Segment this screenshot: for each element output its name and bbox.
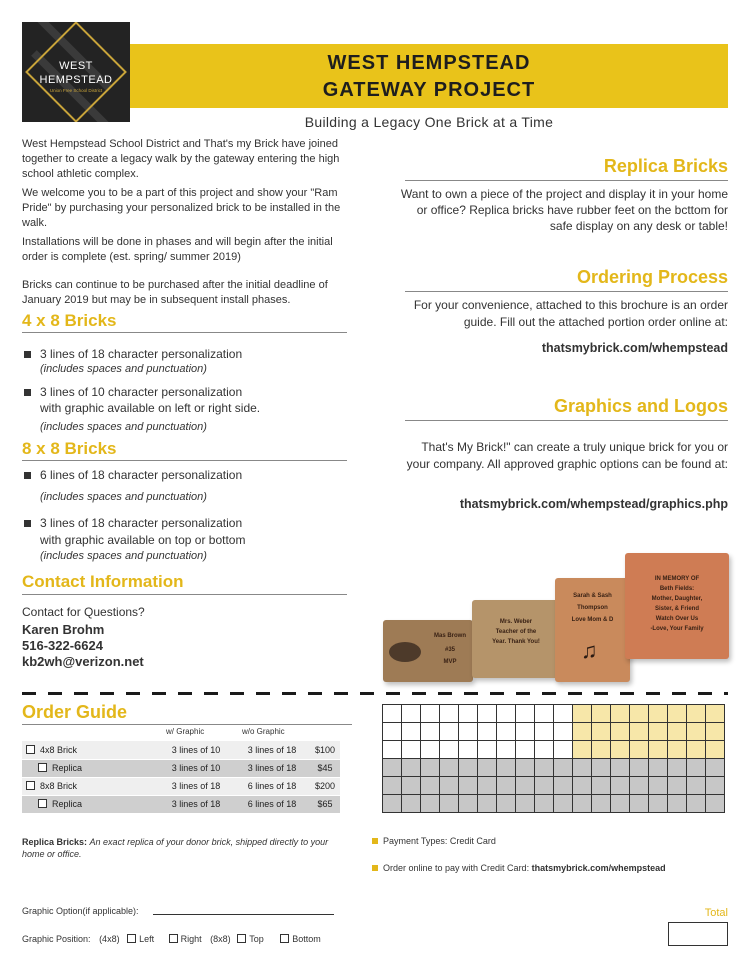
grid-cell[interactable]: [573, 759, 592, 777]
grid-cell[interactable]: [706, 777, 725, 795]
page-subtitle: Building a Legacy One Brick at a Time: [304, 114, 554, 130]
grid-cell[interactable]: [516, 741, 535, 759]
logo-line3: Union Free School District: [49, 88, 103, 93]
grid-cell[interactable]: [554, 759, 573, 777]
grid-cell[interactable]: [611, 777, 630, 795]
grid-cell[interactable]: [402, 795, 421, 813]
bullet-icon: [24, 389, 31, 396]
size-4x8-label: (4x8): [99, 934, 120, 944]
brick-image-2: [472, 600, 560, 678]
checkbox-top[interactable]: [237, 934, 246, 943]
divider: [405, 420, 728, 421]
grid-cell[interactable]: [478, 741, 497, 759]
item-label: Replica: [52, 763, 83, 773]
district-logo: [22, 22, 130, 122]
checkbox-4x8-brick[interactable]: [26, 745, 35, 754]
grid-cell[interactable]: [497, 777, 516, 795]
grid-cell[interactable]: [478, 705, 497, 723]
divider: [405, 291, 728, 292]
brick2-line2: Teacher of the: [495, 629, 537, 635]
grid-cell[interactable]: [630, 741, 649, 759]
grid-cell[interactable]: [649, 705, 668, 723]
brick-image-1: [383, 620, 473, 682]
replica-line3: safe display on any desk or table!: [549, 219, 728, 233]
grid-cell[interactable]: [497, 723, 516, 741]
replica-line1: Want to own a piece of the project and display it in your home: [400, 187, 728, 201]
logo-line1: WEST: [59, 60, 93, 72]
grid-cell[interactable]: [554, 705, 573, 723]
graphics-url-link[interactable]: thatsmybrick.com/whempstead/graphics.php: [459, 497, 728, 511]
grid-cell[interactable]: [459, 705, 478, 723]
grid-cell[interactable]: [687, 705, 706, 723]
bullet-8x8-1: 6 lines of 18 character personalization: [40, 468, 243, 482]
logo-line2: HEMPSTEAD: [39, 74, 113, 86]
with-graphic-cell: 3 lines of 10: [158, 759, 234, 777]
bullet-icon: [24, 351, 31, 358]
heading-contact-information: Contact Information: [22, 572, 184, 591]
graphic-position-row: [22, 934, 321, 944]
heading-order-guide: Order Guide: [22, 702, 128, 722]
grid-cell[interactable]: [421, 723, 440, 741]
grid-cell[interactable]: [668, 741, 687, 759]
replica-note-desc: An exact replica of your donor brick, shipped directly to your home or office.: [22, 837, 329, 859]
grid-cell[interactable]: [497, 795, 516, 813]
bullet-icon: [24, 472, 31, 479]
grid-cell[interactable]: [611, 705, 630, 723]
grid-cell[interactable]: [687, 741, 706, 759]
grid-cell[interactable]: [497, 759, 516, 777]
bullet-4x8-2-line1: 3 lines of 10 character personalization: [40, 385, 243, 399]
replica-line2: or office? Replica bricks have rubber feet on the bcttom for: [416, 203, 728, 217]
divider: [22, 594, 347, 595]
grid-cell[interactable]: [516, 705, 535, 723]
grid-cell[interactable]: [440, 705, 459, 723]
order-guide-table: [22, 741, 340, 814]
grid-cell[interactable]: [573, 777, 592, 795]
grid-cell[interactable]: [687, 723, 706, 741]
music-note-icon: ♫: [581, 638, 598, 663]
ordering-line1: For your convenience, attached to this brochure is an order: [413, 298, 728, 312]
grid-cell[interactable]: [706, 741, 725, 759]
grid-cell[interactable]: [573, 705, 592, 723]
grid-cell[interactable]: [459, 759, 478, 777]
banner-title-line2: GATEWAY PROJECT: [322, 79, 536, 101]
title-banner: [130, 44, 728, 108]
col-header-without-graphic: w/o Graphic: [242, 727, 285, 736]
grid-cell[interactable]: [402, 777, 421, 795]
brick4-line4: Sister, & Friend: [654, 606, 699, 612]
replica-note-label: Replica Bricks:: [22, 837, 88, 847]
checkbox-replica-4x8[interactable]: [38, 763, 47, 772]
bullet-8x8-2-line1: 3 lines of 18 character personalization: [40, 516, 243, 530]
order-online-text: Order online to pay with Credit Card:: [383, 863, 530, 873]
grid-cell[interactable]: [383, 723, 402, 741]
divider: [405, 180, 728, 181]
brick2-line1: Mrs. Weber: [499, 619, 533, 625]
note-4x8-2: (includes spaces and punctuation): [40, 421, 207, 433]
grid-cell[interactable]: [440, 723, 459, 741]
item-label: Replica: [52, 799, 83, 809]
brick1-line2: #35: [444, 647, 455, 653]
grid-cell[interactable]: [592, 777, 611, 795]
brick4-line1: IN MEMORY OF: [654, 576, 700, 582]
note-8x8-1: (includes spaces and punctuation): [40, 491, 207, 503]
grid-cell[interactable]: [459, 741, 478, 759]
heading-4x8-bricks: 4 x 8 Bricks: [22, 311, 117, 330]
grid-cell[interactable]: [421, 777, 440, 795]
grid-cell[interactable]: [383, 741, 402, 759]
bullet-4x8-2-line2: with graphic available on left or right side.: [40, 401, 261, 415]
grid-cell[interactable]: [649, 759, 668, 777]
order-online: [372, 863, 666, 873]
graphic-option-label: Graphic Option(if applicable):: [22, 906, 139, 916]
price-cell: $100: [310, 741, 340, 759]
heading-ordering-process: Ordering Process: [576, 267, 728, 287]
logo-diamond-shape: [25, 22, 127, 122]
grid-cell[interactable]: [592, 795, 611, 813]
price-cell: $200: [310, 777, 340, 795]
grid-cell[interactable]: [554, 777, 573, 795]
grid-cell[interactable]: [668, 759, 687, 777]
brick3-line1: Sarah & Sash: [573, 593, 612, 599]
grid-cell[interactable]: [440, 795, 459, 813]
grid-cell[interactable]: [592, 705, 611, 723]
brick2-line3: Year. Thank You!: [492, 639, 540, 645]
graphics-line2: your company. All approved graphic options can be found at:: [406, 457, 728, 471]
order-online-url-link[interactable]: thatsmybrick.com/whempstead: [531, 863, 666, 873]
grid-cell[interactable]: [573, 741, 592, 759]
divider: [22, 724, 352, 725]
grid-cell[interactable]: [402, 723, 421, 741]
grid-cell[interactable]: [402, 759, 421, 777]
note-8x8-2: (includes spaces and punctuation): [40, 550, 207, 562]
without-graphic-cell: 3 lines of 18: [234, 759, 310, 777]
grid-cell[interactable]: [554, 723, 573, 741]
square-bullet-icon: [372, 865, 378, 871]
top-label: Top: [249, 934, 264, 944]
bullet-icon: [24, 520, 31, 527]
grid-cell[interactable]: [592, 759, 611, 777]
divider: [22, 460, 347, 461]
brick-image-4: [625, 553, 729, 659]
col-header-with-graphic: w/ Graphic: [166, 727, 205, 736]
grid-cell[interactable]: [649, 795, 668, 813]
cut-line: [22, 692, 728, 695]
grid-cell[interactable]: [630, 777, 649, 795]
grid-cell[interactable]: [421, 795, 440, 813]
grid-cell[interactable]: [649, 777, 668, 795]
grid-cell[interactable]: [383, 795, 402, 813]
heading-8x8-bricks: 8 x 8 Bricks: [22, 439, 117, 458]
grid-cell[interactable]: [535, 723, 554, 741]
grid-cell[interactable]: [497, 705, 516, 723]
grid-cell[interactable]: [440, 759, 459, 777]
intro-paragraph-1: West Hempstead School District and That's my Brick have joined together to create a legacy walk by the gateway entering the high school athletic complex.: [22, 138, 340, 180]
ordering-line2: guide. Fill out the attached portion order online at:: [463, 315, 728, 329]
grid-cell[interactable]: [630, 759, 649, 777]
grid-cell[interactable]: [459, 795, 478, 813]
intro-paragraph-2: We welcome you to be a part of this project and show your "Ram Pride" by purchasing your personalized brick to be installed in the walk.: [22, 187, 341, 229]
intro-paragraph-4: Bricks can continue to be purchased after the initial deadline of January 2019 but may be in subsequent install phases.: [22, 279, 328, 306]
brick4-line6: -Love, Your Family: [650, 626, 704, 632]
grid-cell[interactable]: [402, 741, 421, 759]
grid-cell[interactable]: [611, 759, 630, 777]
graphics-line1: That's My Brick!" can create a truly unique brick for you or: [421, 440, 728, 454]
grid-cell[interactable]: [478, 723, 497, 741]
checkbox-bottom[interactable]: [280, 934, 289, 943]
item-label: 8x8 Brick: [40, 781, 78, 791]
table-row: [22, 741, 340, 759]
grid-cell[interactable]: [592, 741, 611, 759]
contact-email[interactable]: kb2wh@verizon.net: [22, 654, 144, 669]
table-row: [22, 759, 340, 777]
contact-phone: 516-322-6624: [22, 638, 103, 653]
price-cell: $65: [310, 795, 340, 813]
payment-text: Payment Types: Credit Card: [383, 836, 496, 846]
grid-cell[interactable]: [440, 777, 459, 795]
grid-cell[interactable]: [706, 723, 725, 741]
grid-cell[interactable]: [668, 723, 687, 741]
table-row: [22, 777, 340, 795]
replica-bricks-note: [22, 836, 342, 860]
grid-cell[interactable]: [535, 777, 554, 795]
divider: [22, 332, 347, 333]
grid-cell[interactable]: [592, 723, 611, 741]
grid-cell[interactable]: [554, 795, 573, 813]
contact-question: Contact for Questions?: [22, 605, 145, 619]
grid-cell[interactable]: [687, 795, 706, 813]
left-label: Left: [139, 934, 155, 944]
grid-cell[interactable]: [687, 759, 706, 777]
grid-cell[interactable]: [402, 705, 421, 723]
size-8x8-label: (8x8): [210, 934, 231, 944]
grid-cell[interactable]: [706, 705, 725, 723]
grid-cell[interactable]: [535, 705, 554, 723]
grid-cell[interactable]: [611, 723, 630, 741]
heading-replica-bricks: Replica Bricks: [603, 156, 728, 176]
checkbox-8x8-brick[interactable]: [26, 781, 35, 790]
table-row: [22, 795, 340, 813]
brick1-line3: MVP: [443, 659, 457, 665]
grid-cell[interactable]: [554, 741, 573, 759]
brick3-line2: Thompson: [577, 605, 608, 611]
grid-cell[interactable]: [668, 795, 687, 813]
checkbox-right[interactable]: [169, 934, 178, 943]
grid-cell[interactable]: [516, 777, 535, 795]
grid-cell[interactable]: [668, 777, 687, 795]
grid-cell[interactable]: [573, 795, 592, 813]
with-graphic-cell: 3 lines of 18: [158, 795, 234, 813]
bullet-8x8-2-line2: with graphic available on top or bottom: [40, 533, 246, 547]
brick4-line5: Watch Over Us: [655, 616, 699, 622]
grid-cell[interactable]: [516, 795, 535, 813]
grid-cell[interactable]: [383, 705, 402, 723]
with-graphic-cell: 3 lines of 10: [158, 741, 234, 759]
grid-cell[interactable]: [611, 795, 630, 813]
grid-cell[interactable]: [611, 741, 630, 759]
personalization-grid[interactable]: [382, 704, 725, 813]
grid-cell[interactable]: [440, 741, 459, 759]
checkbox-replica-8x8[interactable]: [38, 799, 47, 808]
bullet-4x8-1: 3 lines of 18 character personalization: [40, 347, 243, 361]
graphic-option-field[interactable]: [153, 914, 334, 915]
grid-cell[interactable]: [649, 723, 668, 741]
grid-cell[interactable]: [383, 759, 402, 777]
without-graphic-cell: 3 lines of 18: [234, 741, 310, 759]
grid-cell[interactable]: [535, 795, 554, 813]
intro-paragraph-3: Installations will be done in phases and will begin after the initial order is complete (est. spring/ summer 2019): [22, 236, 333, 263]
grid-cell[interactable]: [687, 777, 706, 795]
grid-cell[interactable]: [706, 795, 725, 813]
grid-cell[interactable]: [421, 705, 440, 723]
checkbox-left[interactable]: [127, 934, 136, 943]
grid-cell[interactable]: [497, 741, 516, 759]
grid-cell[interactable]: [421, 759, 440, 777]
without-graphic-cell: 6 lines of 18: [234, 795, 310, 813]
grid-cell[interactable]: [478, 759, 497, 777]
total-label: Total: [704, 907, 728, 919]
brick4-line3: Mother, Daughter,: [651, 596, 703, 602]
note-4x8-1: (includes spaces and punctuation): [40, 363, 207, 375]
total-field[interactable]: [668, 922, 728, 946]
price-cell: $45: [310, 759, 340, 777]
grid-cell[interactable]: [459, 723, 478, 741]
grid-cell[interactable]: [421, 741, 440, 759]
brick3-line3: Love Mom & D: [571, 617, 614, 623]
grid-cell[interactable]: [459, 777, 478, 795]
payment-types: [372, 836, 496, 846]
grid-cell[interactable]: [516, 759, 535, 777]
grid-cell[interactable]: [383, 777, 402, 795]
grid-cell[interactable]: [478, 777, 497, 795]
grid-cell[interactable]: [630, 795, 649, 813]
without-graphic-cell: 6 lines of 18: [234, 777, 310, 795]
ordering-url-link[interactable]: thatsmybrick.com/whempstead: [541, 341, 728, 355]
grid-cell[interactable]: [630, 723, 649, 741]
grid-cell[interactable]: [649, 741, 668, 759]
grid-cell[interactable]: [668, 705, 687, 723]
grid-cell[interactable]: [573, 723, 592, 741]
grid-cell[interactable]: [478, 795, 497, 813]
grid-cell[interactable]: [516, 723, 535, 741]
with-graphic-cell: 3 lines of 18: [158, 777, 234, 795]
graphic-position-label: Graphic Position:: [22, 934, 91, 944]
right-label: Right: [180, 934, 202, 944]
item-label: 4x8 Brick: [40, 744, 78, 755]
brick4-line2: Beth Fields:: [659, 586, 695, 592]
contact-name: Karen Brohm: [22, 622, 105, 637]
grid-cell[interactable]: [535, 759, 554, 777]
heading-graphics-logos: Graphics and Logos: [553, 396, 728, 416]
grid-cell[interactable]: [535, 741, 554, 759]
banner-title-line1: WEST HEMPSTEAD: [327, 52, 531, 74]
square-bullet-icon: [372, 838, 378, 844]
brick1-line1: Mas Brown: [433, 633, 466, 639]
brick-image-3: [555, 578, 630, 682]
bottom-label: Bottom: [292, 934, 321, 944]
grid-cell[interactable]: [706, 759, 725, 777]
grid-cell[interactable]: [630, 705, 649, 723]
